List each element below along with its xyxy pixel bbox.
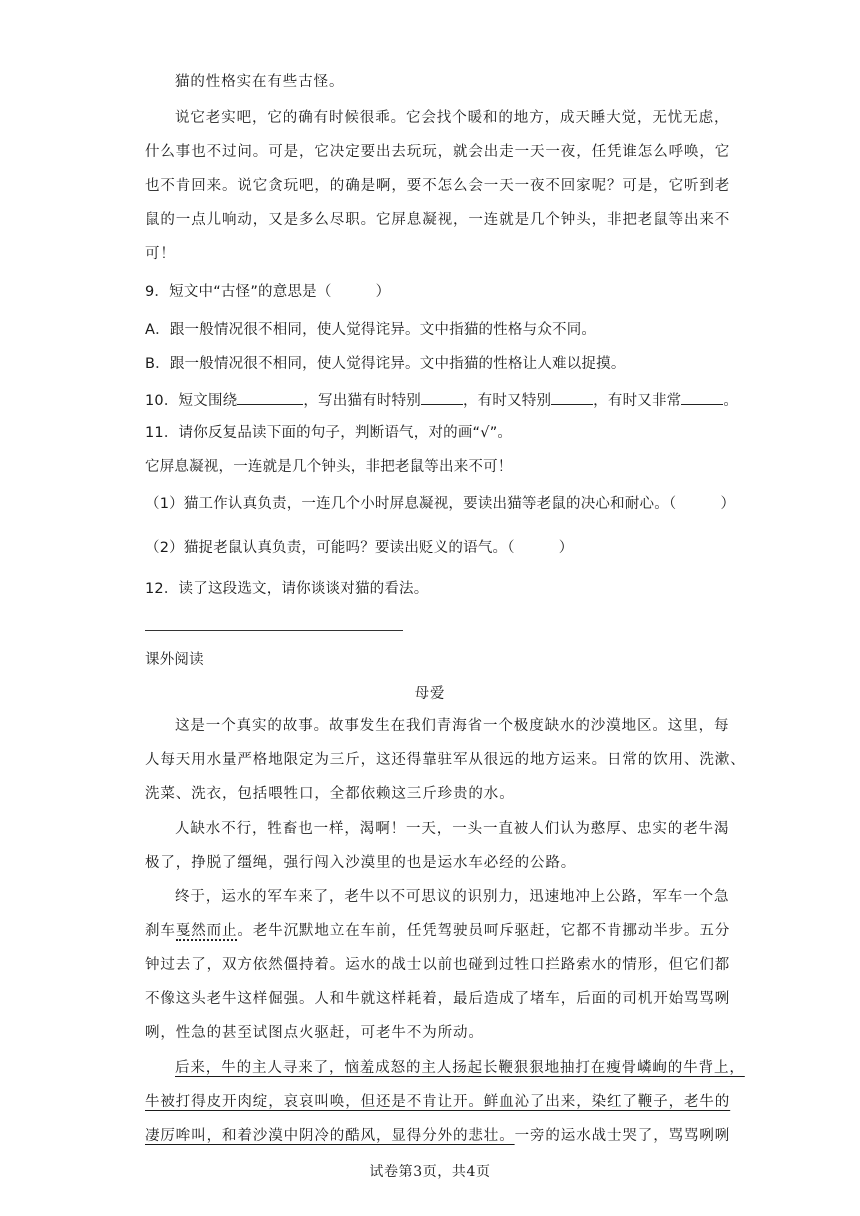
- passage1-line: 什么事也不过问。可是，它决定要出去玩玩，就会出走一天一夜，任凭谁怎么呼唤，它: [145, 144, 731, 160]
- question-11-sentence: 它屏息凝视，一连就是几个钟头，非把老鼠等出来不可！: [145, 459, 513, 475]
- passage2-line: 极了，挣脱了缰绳，强行闯入沙漠里的也是运水车必经的公路。: [145, 855, 577, 871]
- passage1-line: 可！: [145, 246, 176, 262]
- passage2-line: 咧，性急的甚至试图点火驱赶，可老牛不为所动。: [145, 1025, 484, 1041]
- passage2-line: [145, 921, 731, 941]
- passage2-line: 人缺水不行，牲畜也一样，渴啊！一天，一头一直被人们认为憨厚、忠实的老牛渴: [175, 821, 730, 837]
- passage2-text: 一旁的运水战士哭了，骂骂咧咧: [514, 1128, 731, 1144]
- question-12: 12．读了这段选文，请你谈谈对猫的看法。: [145, 581, 429, 597]
- passage2-line: 不像这头老牛这样倔强。人和牛就这样耗着，最后造成了堵车，后面的司机开始骂骂咧: [145, 991, 731, 1007]
- dotted-phrase: 戛然而止: [175, 923, 238, 939]
- q10-blank-2[interactable]: [421, 389, 463, 405]
- q10-blank-4[interactable]: [681, 389, 723, 405]
- question-11-item-2: （2）猫捉老鼠认真负责，可能吗？要读出贬义的语气。（ ）: [145, 540, 574, 556]
- passage1-intro: 猫的性格实在有些古怪。: [175, 74, 345, 90]
- q10-text: 10．短文围绕: [145, 393, 238, 409]
- q10-text: ，写出猫有时特别: [303, 393, 421, 409]
- underlined-line: 牛被打得皮开肉绽，哀哀叫唤，但还是不肯让开。鲜血沁了出来，染红了鞭子，老牛的: [145, 1094, 731, 1110]
- answer-line[interactable]: [145, 630, 403, 631]
- passage1-line: 鼠的一点儿响动，又是多么尽职。它屏息凝视，一连就是几个钟头，非把老鼠等出来不: [145, 212, 731, 228]
- passage2-line: 人每天用水量严格地限定为三斤，这还得靠驻军从很远的地方运来。日常的饮用、洗漱、: [145, 752, 746, 768]
- question-10: [145, 389, 739, 411]
- passage1-line: 说它老实吧，它的确有时候很乖。它会找个暖和的地方，成天睡大觉，无忧无虑，: [175, 110, 730, 126]
- q10-blank-3[interactable]: [551, 389, 593, 405]
- passage1-line: 也不肯回来。说它贪玩吧，的确是啊，要不怎么会一天一夜不回家呢？可是，它听到老: [145, 178, 731, 194]
- passage2-text: 刹车: [145, 923, 176, 939]
- passage2-line: [145, 1126, 731, 1146]
- q10-text: ，有时又特别: [462, 393, 552, 409]
- section-label: 课外阅读: [145, 652, 204, 668]
- underlined-phrase: 凄厉哞叫，和着沙漠中阴冷的酷风，显得分外的悲壮。: [145, 1128, 515, 1144]
- passage2-line: 洗菜、洗衣，包括喂牲口，全都依赖这三斤珍贵的水。: [145, 786, 515, 802]
- page-footer: 试卷第3页，共4页: [369, 1164, 491, 1180]
- passage2-line: 这是一个真实的故事。故事发生在我们青海省一个极度缺水的沙漠地区。这里，每: [175, 718, 730, 734]
- underlined-line: 后来，牛的主人寻来了，恼羞成怒的主人扬起长鞭狠狠地抽打在瘦骨嶙峋的牛背上，: [175, 1060, 745, 1076]
- question-9: 9．短文中“古怪”的意思是（ ）: [145, 284, 391, 300]
- q10-text: 。: [723, 393, 739, 409]
- passage2-text: 。老牛沉默地立在车前，任凭驾驶员呵斥驱赶，它都不肯挪动半步。五分: [237, 923, 731, 939]
- question-9-option-b: B．跟一般情况很不相同，使人觉得诧异。文中指猫的性格让人难以捉摸。: [145, 356, 626, 372]
- question-9-option-a: A．跟一般情况很不相同，使人觉得诧异。文中指猫的性格与众不同。: [145, 322, 597, 338]
- passage2-line: 钟过去了，双方依然僵持着。运水的战士以前也碰到过牲口拦路索水的情形，但它们都: [145, 957, 731, 973]
- question-11: 11．请你反复品读下面的句子，判断语气，对的画“√”。: [145, 425, 513, 441]
- question-11-item-1: （1）猫工作认真负责，一连几个小时屏息凝视，要读出猫等老鼠的决心和耐心。（ ）: [145, 496, 736, 512]
- q10-text: ，有时又非常: [593, 393, 682, 409]
- passage2-title: 母爱: [414, 686, 446, 702]
- q10-blank-1[interactable]: [237, 389, 303, 405]
- passage2-line: 终于，运水的军车来了，老牛以不可思议的识别力，迅速地冲上公路，军车一个急: [175, 889, 730, 905]
